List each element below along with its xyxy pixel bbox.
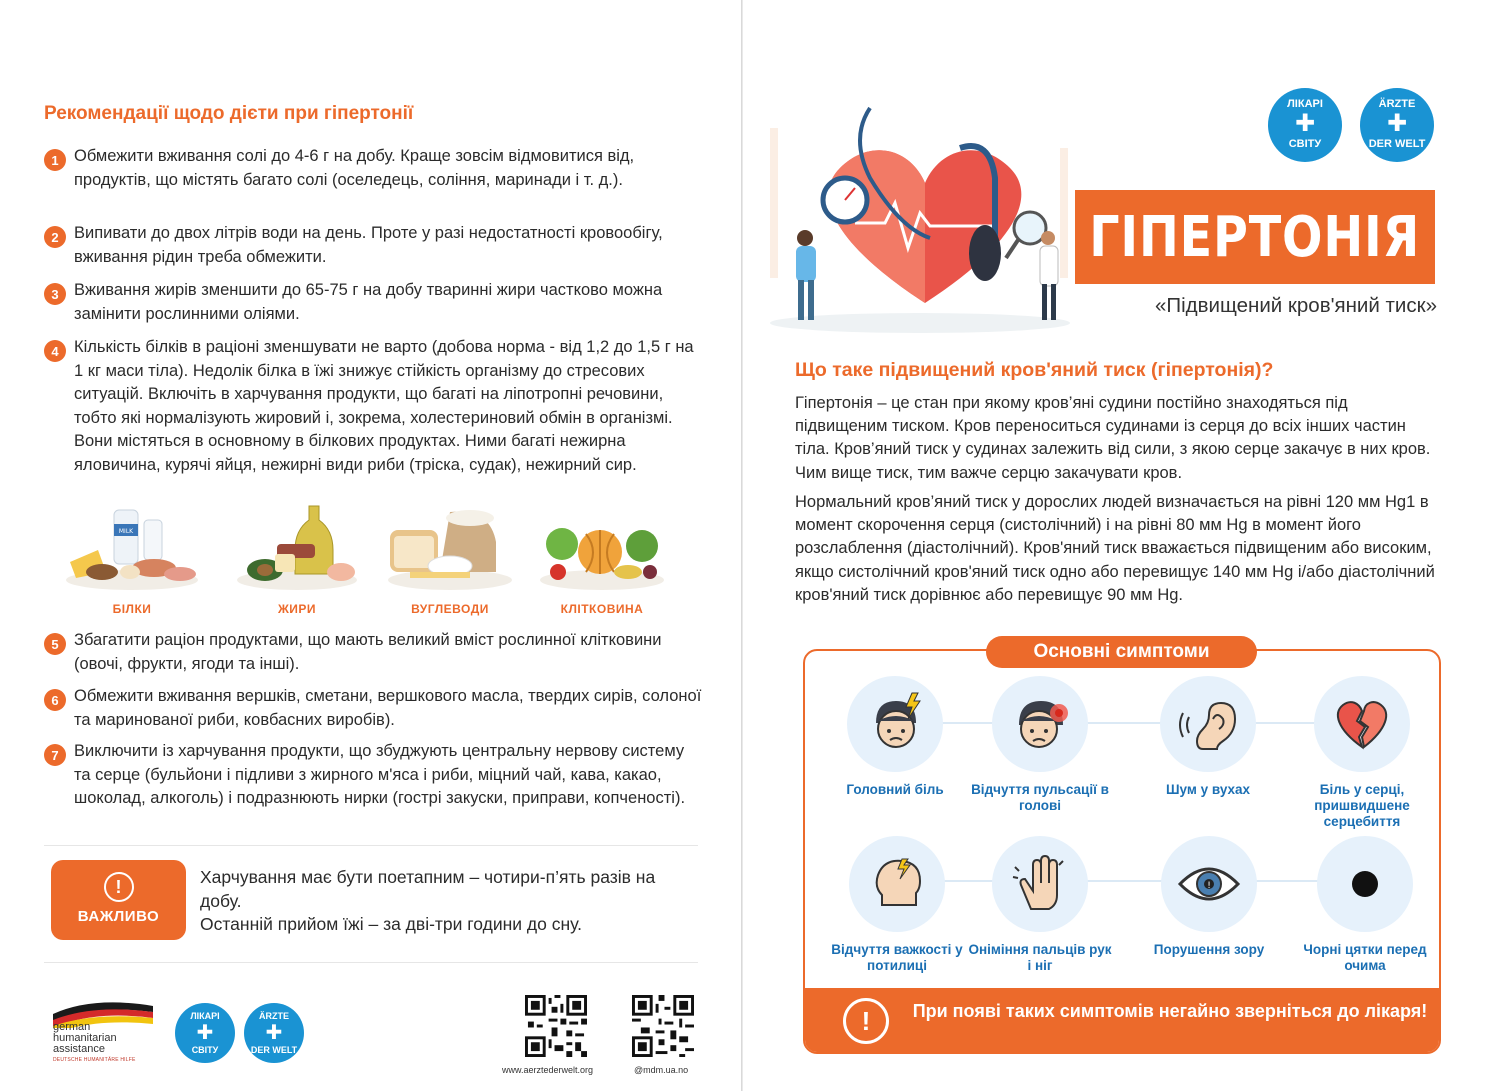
logo-top-text: ЛІКАРІ <box>1287 98 1323 110</box>
definition-paragraph: Гіпертонія – це стан при якому кров’яні судини постійно знаходяться під підвищеним тиском. Кров переноситься судинами із серця до всіх інших частин тіла. Кров’яний тиск у судинах залежить від сили, з якою серце закачує в них кров. Чим вище тиск, тим важче серцю закачувати кров. <box>795 394 1431 482</box>
symptom-heart-pain <box>1287 676 1437 830</box>
logo-top-text: ЛІКАРІ <box>190 1011 220 1021</box>
item-number: 6 <box>44 689 66 711</box>
aerzte-der-welt-logo <box>1360 88 1434 162</box>
likari-svitu-logo <box>1268 88 1342 162</box>
carbohydrates-illustration-icon <box>380 500 520 592</box>
item-number: 7 <box>44 744 66 766</box>
eye-icon <box>1174 849 1244 919</box>
recommendation-item <box>44 145 704 192</box>
broken-heart-icon <box>1327 689 1397 759</box>
normal-pressure-paragraph: Нормальний кров’яний тиск у дорослих людей визначається на рівні 120 мм Hg1 в момент скорочення серця (систолічний) і на рівні 80 мм Hg в момент його розслаблення (діастолічний). Кров'яний тиск вважається підвищеним або високим, якщо систолічний кров'яний тиск одно або перевищує 140 мм Hg і/або діастолічний кров'яний тиск дорівнює або перевищує 90 мм Hg. <box>795 493 1435 604</box>
symptom-label: Біль у серці, пришвидшене серцебиття <box>1314 782 1410 829</box>
warning-text: При появі таких симптомів негайно зверніться до лікаря! <box>912 1001 1428 1021</box>
qr-code-icon[interactable] <box>525 995 587 1057</box>
important-line-2: Останній прийом їжі – за дві-три години до сну. <box>200 914 583 934</box>
symptom-label: Чорні цятки перед очима <box>1303 942 1427 973</box>
logo-bottom-text: DER WELT <box>250 1045 298 1055</box>
divider <box>44 845 698 846</box>
recommendation-text: Випивати до двох літрів води на день. Проте у разі недостатності кровообігу, вживання рідин треба обмежити. <box>74 224 663 266</box>
head-profile-pain-icon <box>862 849 932 919</box>
food-group-fiber <box>532 500 672 630</box>
warning-icon: ! <box>843 998 889 1044</box>
important-line-1: Харчування має бути поетапним – чотири-п’ять разів на добу. <box>200 867 656 911</box>
fats-illustration-icon <box>227 500 367 592</box>
recommendation-item <box>44 222 704 269</box>
item-number: 5 <box>44 633 66 655</box>
item-number: 3 <box>44 283 66 305</box>
important-badge <box>51 860 186 940</box>
head-pulsation-icon <box>1005 689 1075 759</box>
item-number: 2 <box>44 226 66 248</box>
logo-bottom-text: СВІТУ <box>191 1045 219 1055</box>
recommendation-item <box>44 336 704 477</box>
ear-icon <box>1173 689 1243 759</box>
heart-stethoscope-illustration-icon <box>760 88 1090 336</box>
german-humanitarian-assistance-logo <box>53 1022 136 1066</box>
cross-icon: ✚ <box>196 1022 214 1044</box>
qr-code-icon[interactable] <box>632 995 694 1057</box>
recommendation-item <box>44 685 704 732</box>
recommendation-text: Вживання жирів зменшити до 65-75 г на добу тваринні жири частково можна замінити рослинними оліями. <box>74 281 663 323</box>
cross-icon: ✚ <box>265 1022 283 1044</box>
ga-line-3: assistance <box>53 1043 105 1055</box>
symptom-label: Головний біль <box>846 782 944 797</box>
recommendation-item <box>44 629 704 676</box>
symptom-black-spots <box>1290 836 1440 974</box>
symptom-vision-impairment <box>1134 836 1284 958</box>
ga-line-4: DEUTSCHE HUMANITÄRE HILFE <box>53 1057 136 1063</box>
recommendation-text: Виключити із харчування продукти, що збуджують центральну нервову систему та серце (бульйони і підливи з жирного м'яса і риби, міцний чай, кава, какао, шоколад, алкоголь) і подразнюють нирки (гострі закуски, приправи, копченості). <box>74 742 686 807</box>
svg-text:!: ! <box>1207 881 1211 891</box>
symptom-label: Оніміння пальців рук і ніг <box>968 942 1112 973</box>
logo-top-text: ÄRZTE <box>259 1011 289 1021</box>
symptom-occipital-heaviness <box>822 836 972 974</box>
subtitle: «Підвищений кров'яний тиск» <box>1154 294 1437 317</box>
exclamation-icon: ! <box>104 872 134 902</box>
recommendation-text: Кількість білків в раціоні зменшувати не варто (добова норма - від 1,2 до 1,5 г на 1 кг маси тіла). Недолік білка в їжі знижує стійкість організму до стресових ситуацій. Включіть в харчування продукти, що багаті на ліпотропні речовини, тобто які нормалізують жировий і, зокрема, холестериновий обмін в організмі. Вони містяться в основному в білкових продуктах. Ними багаті нежирна яловичина, курячі яйця, нежирні види риби (тріска, судак), нежирний сир. <box>74 338 694 474</box>
symptom-label: Шум у вухах <box>1165 782 1251 797</box>
likari-svitu-logo <box>175 1003 235 1063</box>
divider <box>44 962 698 963</box>
cross-icon: ✚ <box>1386 110 1408 137</box>
food-group-proteins <box>62 500 202 630</box>
symptom-head-pulsation <box>965 676 1115 814</box>
item-number: 4 <box>44 340 66 362</box>
recommendation-item <box>44 740 704 811</box>
logo-top-text: ÄRZTE <box>1378 98 1416 110</box>
aerzte-der-welt-logo <box>244 1003 304 1063</box>
food-group-carbohydrates <box>380 500 520 630</box>
main-title: ГІПЕРТОНІЯ <box>1089 204 1421 270</box>
milk-label: MILK <box>118 528 134 535</box>
symptom-tinnitus <box>1133 676 1283 798</box>
black-spot-icon <box>1330 849 1400 919</box>
left-page <box>0 0 742 1091</box>
symptom-label: Порушення зору <box>1153 942 1265 957</box>
recommendation-text: Обмежити вживання солі до 4-6 г на добу. Краще зовсім відмовитися від, продуктів, що містять багато солі (оселедець, соління, маринади і т. д.). <box>74 147 635 189</box>
cross-icon: ✚ <box>1294 110 1316 137</box>
hand-numbness-icon <box>1005 849 1075 919</box>
fiber-illustration-icon <box>532 500 672 592</box>
food-label-fiber: КЛІТКОВИНА <box>560 602 644 616</box>
recommendation-text: Збагатити раціон продуктами, що мають великий вміст рослинної клітковини (овочі, фрукти, ягоди та інші). <box>74 631 662 673</box>
important-label: ВАЖЛИВО <box>77 908 160 925</box>
diet-recommendations-title: Рекомендації щодо дієти при гіпертонії <box>44 103 414 124</box>
symptoms-title: Основні симптоми <box>986 636 1257 668</box>
food-label-carbohydrates: ВУГЛЕВОДИ <box>411 602 489 616</box>
food-groups <box>62 500 692 630</box>
headache-icon <box>860 689 930 759</box>
ga-line-1: german <box>53 1021 91 1033</box>
important-note <box>200 866 680 937</box>
food-label-fats: ЖИРИ <box>277 602 317 616</box>
logo-bottom-text: СВІТУ <box>1288 138 1322 150</box>
recommendation-text: Обмежити вживання вершків, сметани, вершкового масла, твердих сирів, солоної та маринованої риби, ковбасних виробів). <box>74 687 702 729</box>
item-number: 1 <box>44 149 66 171</box>
proteins-illustration-icon <box>62 500 202 592</box>
symptom-label: Відчуття важкості у потилиці <box>831 942 963 973</box>
symptom-numbness <box>965 836 1115 974</box>
website-caption: www.aerztederwelt.org <box>502 1065 594 1075</box>
social-caption: @mdm.ua.no <box>634 1065 689 1075</box>
ga-line-2: humanitarian <box>53 1032 117 1044</box>
logo-bottom-text: DER WELT <box>1368 138 1426 150</box>
main-title-banner <box>1075 190 1435 284</box>
section-title: Що таке підвищений кров'яний тиск (гіпертонія)? <box>795 359 1274 381</box>
food-group-fats <box>227 500 367 630</box>
food-label-proteins: БІЛКИ <box>112 602 152 616</box>
recommendation-item <box>44 279 704 326</box>
symptom-headache <box>820 676 970 798</box>
symptom-label: Відчуття пульсації в голові <box>971 782 1109 813</box>
